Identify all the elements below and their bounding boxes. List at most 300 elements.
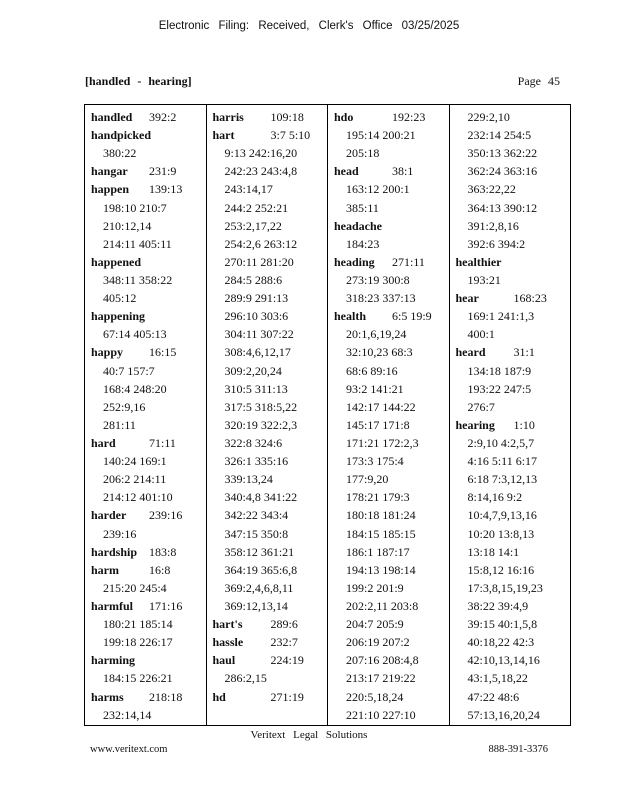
index-line bbox=[91, 579, 206, 597]
index-refs: 16:8 bbox=[149, 562, 171, 577]
index-refs: 68:6 89:16 bbox=[346, 363, 398, 378]
index-line bbox=[456, 434, 571, 452]
index-refs: 320:19 322:2,3 bbox=[224, 417, 298, 432]
index-column-1 bbox=[85, 105, 206, 725]
index-term: happened bbox=[91, 254, 142, 269]
index-refs: 93:2 141:21 bbox=[346, 381, 404, 396]
index-line bbox=[334, 434, 449, 452]
index-refs: 206:2 214:11 bbox=[103, 472, 167, 487]
index-line bbox=[213, 633, 328, 651]
index-refs: 392:2 bbox=[149, 110, 177, 124]
index-line bbox=[91, 289, 206, 307]
index-refs: 195:14 200:21 bbox=[346, 128, 416, 143]
index-line bbox=[334, 525, 449, 543]
index-refs: 232:14,14 bbox=[103, 707, 152, 722]
index-line bbox=[213, 289, 328, 307]
index-refs: 242:23 243:4,8 bbox=[224, 164, 298, 179]
index-line bbox=[334, 343, 449, 361]
index-line bbox=[334, 126, 449, 144]
index-line bbox=[213, 126, 328, 144]
index-refs: 43:1,5,18,22 bbox=[467, 671, 528, 686]
index-term: handled bbox=[91, 110, 133, 124]
index-line bbox=[91, 470, 206, 488]
index-line bbox=[456, 651, 571, 669]
index-refs: 184:15 185:15 bbox=[346, 526, 416, 541]
index-line bbox=[456, 615, 571, 633]
index-term: healthier bbox=[455, 254, 502, 269]
index-refs: 2:9,10 4:2,5,7 bbox=[467, 435, 535, 450]
index-line bbox=[456, 561, 571, 579]
index-line bbox=[456, 706, 571, 724]
index-refs: 193:22 247:5 bbox=[467, 381, 532, 396]
index-refs: 281:11 bbox=[103, 417, 136, 432]
index-refs: 358:12 361:21 bbox=[224, 544, 295, 559]
index-refs: 239:16 bbox=[103, 526, 137, 541]
index-line bbox=[213, 380, 328, 398]
index-line bbox=[334, 669, 449, 687]
index-term: health bbox=[334, 309, 367, 324]
index-line bbox=[334, 235, 449, 253]
index-refs: 109:18 bbox=[270, 110, 304, 124]
index-refs: 392:6 394:2 bbox=[467, 236, 526, 251]
index-refs: 9:13 242:16,20 bbox=[224, 146, 298, 161]
index-line bbox=[334, 380, 449, 398]
index-refs: 364:19 365:6,8 bbox=[224, 562, 298, 577]
index-line bbox=[213, 144, 328, 162]
index-refs: 215:20 245:4 bbox=[103, 580, 167, 595]
index-line bbox=[213, 362, 328, 380]
index-term: happy bbox=[91, 345, 124, 360]
index-line bbox=[456, 180, 571, 198]
index-column-2 bbox=[206, 105, 328, 725]
index-refs: 369:12,13,14 bbox=[224, 598, 288, 613]
index-refs: 362:24 363:16 bbox=[467, 164, 538, 179]
index-line bbox=[456, 688, 571, 706]
index-refs: 57:13,16,20,24 bbox=[467, 707, 540, 722]
index-line bbox=[213, 307, 328, 325]
index-refs: 296:10 303:6 bbox=[224, 309, 289, 324]
index-line bbox=[456, 253, 571, 271]
index-line bbox=[91, 434, 206, 452]
index-line bbox=[213, 398, 328, 416]
index-refs: 194:13 198:14 bbox=[346, 562, 416, 577]
index-line bbox=[456, 199, 571, 217]
index-refs: 198:10 210:7 bbox=[103, 200, 167, 215]
index-refs: 202:2,11 203:8 bbox=[346, 598, 419, 613]
index-refs: 8:14,16 9:2 bbox=[467, 490, 523, 505]
index-term: harm bbox=[91, 562, 119, 577]
index-line bbox=[213, 688, 328, 706]
index-refs: 232:7 bbox=[270, 635, 298, 650]
index-refs: 199:18 226:17 bbox=[103, 635, 173, 650]
index-line bbox=[213, 651, 328, 669]
index-line bbox=[213, 253, 328, 271]
index-refs: 40:18,22 42:3 bbox=[467, 635, 535, 650]
index-line bbox=[334, 561, 449, 579]
index-line bbox=[456, 416, 571, 434]
index-line bbox=[91, 488, 206, 506]
index-line bbox=[334, 597, 449, 615]
index-line bbox=[91, 651, 206, 669]
index-line bbox=[91, 235, 206, 253]
index-refs: 400:1 bbox=[467, 327, 495, 342]
page-number: Page 45 bbox=[517, 74, 560, 88]
index-line bbox=[91, 343, 206, 361]
index-line bbox=[91, 416, 206, 434]
index-refs: 214:12 401:10 bbox=[103, 490, 173, 505]
index-refs: 3:7 5:10 bbox=[270, 128, 311, 143]
index-refs: 38:22 39:4,9 bbox=[467, 598, 529, 613]
index-refs: 284:5 288:6 bbox=[224, 272, 283, 287]
index-line bbox=[456, 398, 571, 416]
index-refs: 270:11 281:20 bbox=[224, 254, 294, 269]
index-refs: 206:19 207:2 bbox=[346, 635, 410, 650]
index-line bbox=[334, 543, 449, 561]
index-refs: 42:10,13,14,16 bbox=[467, 653, 540, 668]
index-line bbox=[334, 488, 449, 506]
index-refs: 213:17 219:22 bbox=[346, 671, 416, 686]
index-refs: 17:3,8,15,19,23 bbox=[467, 580, 543, 595]
footer-phone: 888-391-3376 bbox=[488, 744, 548, 755]
index-line bbox=[456, 362, 571, 380]
index-line bbox=[334, 688, 449, 706]
index-refs: 183:8 bbox=[149, 544, 177, 559]
index-refs: 171:21 172:2,3 bbox=[346, 435, 419, 450]
index-refs: 40:7 157:7 bbox=[103, 363, 155, 378]
index-line bbox=[91, 144, 206, 162]
index-refs: 220:5,18,24 bbox=[346, 689, 404, 704]
index-line bbox=[456, 343, 571, 361]
index-line bbox=[91, 688, 206, 706]
index-line bbox=[456, 126, 571, 144]
index-term: hear bbox=[455, 291, 479, 306]
index-line bbox=[456, 162, 571, 180]
index-term: harder bbox=[91, 508, 127, 523]
index-refs: 1:10 bbox=[513, 417, 535, 432]
index-refs: 145:17 171:8 bbox=[346, 417, 410, 432]
index-refs: 254:2,6 263:12 bbox=[224, 236, 298, 251]
index-refs: 364:13 390:12 bbox=[467, 200, 538, 215]
index-line bbox=[213, 416, 328, 434]
index-refs: 286:2,15 bbox=[224, 671, 267, 686]
index-line bbox=[91, 380, 206, 398]
index-line bbox=[91, 307, 206, 325]
index-line bbox=[456, 525, 571, 543]
index-refs: 199:2 201:9 bbox=[346, 580, 404, 595]
index-line bbox=[91, 108, 206, 126]
index-term: harmful bbox=[91, 598, 133, 613]
index-refs: 163:12 200:1 bbox=[346, 182, 410, 197]
index-line bbox=[213, 217, 328, 235]
index-refs: 205:18 bbox=[346, 146, 380, 161]
index-line bbox=[213, 271, 328, 289]
index-refs: 271:19 bbox=[270, 689, 304, 704]
index-line bbox=[91, 561, 206, 579]
index-refs: 204:7 205:9 bbox=[346, 617, 404, 632]
index-refs: 289:6 bbox=[270, 617, 298, 632]
index-line bbox=[334, 289, 449, 307]
index-refs: 178:21 179:3 bbox=[346, 490, 410, 505]
index-line bbox=[334, 180, 449, 198]
index-line bbox=[456, 144, 571, 162]
index-term: happening bbox=[91, 309, 146, 324]
index-refs: 207:16 208:4,8 bbox=[346, 653, 419, 668]
index-term: headache bbox=[334, 218, 382, 233]
index-refs: 380:22 bbox=[103, 146, 137, 161]
index-line bbox=[91, 543, 206, 561]
index-refs: 340:4,8 341:22 bbox=[224, 490, 298, 505]
index-line bbox=[91, 126, 206, 144]
index-line bbox=[456, 470, 571, 488]
index-term: harms bbox=[91, 689, 124, 704]
index-line bbox=[91, 506, 206, 524]
index-line bbox=[91, 199, 206, 217]
index-line bbox=[334, 470, 449, 488]
index-line bbox=[456, 488, 571, 506]
index-refs: 4:16 5:11 6:17 bbox=[467, 454, 538, 469]
index-term: hdo bbox=[334, 110, 354, 124]
index-line bbox=[213, 108, 328, 126]
index-refs: 273:19 300:8 bbox=[346, 272, 410, 287]
index-line bbox=[213, 199, 328, 217]
index-refs: 271:11 bbox=[392, 254, 425, 269]
index-refs: 39:15 40:1,5,8 bbox=[467, 617, 538, 632]
index-line bbox=[456, 380, 571, 398]
index-line bbox=[456, 108, 571, 126]
index-refs: 168:23 bbox=[513, 291, 547, 306]
index-refs: 10:4,7,9,13,16 bbox=[467, 508, 537, 523]
index-line bbox=[91, 253, 206, 271]
index-line bbox=[213, 343, 328, 361]
index-refs: 326:1 335:16 bbox=[224, 454, 289, 469]
index-line bbox=[213, 180, 328, 198]
index-refs: 140:24 169:1 bbox=[103, 454, 167, 469]
index-line bbox=[213, 162, 328, 180]
index-refs: 232:14 254:5 bbox=[467, 128, 532, 143]
index-term: hearing bbox=[455, 417, 495, 432]
index-refs: 20:1,6,19,24 bbox=[346, 327, 407, 342]
index-refs: 67:14 405:13 bbox=[103, 327, 167, 342]
index-line bbox=[334, 253, 449, 271]
index-refs: 317:5 318:5,22 bbox=[224, 399, 298, 414]
index-line bbox=[213, 470, 328, 488]
index-refs: 342:22 343:4 bbox=[224, 508, 289, 523]
index-term: harming bbox=[91, 653, 136, 668]
index-line bbox=[213, 597, 328, 615]
index-line bbox=[334, 217, 449, 235]
index-term: hart's bbox=[212, 617, 243, 632]
index-term: happen bbox=[91, 182, 130, 197]
index-line bbox=[456, 543, 571, 561]
index-refs: 221:10 227:10 bbox=[346, 707, 416, 722]
index-term: hardship bbox=[91, 544, 138, 559]
index-line bbox=[213, 506, 328, 524]
index-line bbox=[213, 669, 328, 687]
index-refs: 168:4 248:20 bbox=[103, 381, 167, 396]
index-line bbox=[334, 108, 449, 126]
footer-website: www.veritext.com bbox=[90, 744, 168, 755]
word-index-table bbox=[84, 104, 571, 726]
index-line bbox=[334, 307, 449, 325]
index-refs: 243:14,17 bbox=[224, 182, 273, 197]
index-line bbox=[456, 597, 571, 615]
index-refs: 350:13 362:22 bbox=[467, 146, 538, 161]
index-line bbox=[334, 271, 449, 289]
index-term: hard bbox=[91, 435, 116, 450]
index-line bbox=[91, 217, 206, 235]
index-refs: 391:2,8,16 bbox=[467, 218, 519, 233]
index-line bbox=[456, 579, 571, 597]
index-refs: 304:11 307:22 bbox=[224, 327, 294, 342]
index-refs: 31:1 bbox=[513, 345, 535, 360]
filing-stamp-header: Electronic Filing: Received, Clerk's Office 03/25/2025 bbox=[158, 20, 460, 32]
index-refs: 405:12 bbox=[103, 291, 137, 306]
index-line bbox=[213, 452, 328, 470]
index-refs: 385:11 bbox=[346, 200, 379, 215]
index-line bbox=[456, 325, 571, 343]
index-refs: 139:13 bbox=[149, 182, 183, 197]
index-range: [handled - hearing] bbox=[85, 74, 192, 88]
index-line bbox=[213, 579, 328, 597]
index-refs: 253:2,17,22 bbox=[224, 218, 282, 233]
index-line bbox=[456, 669, 571, 687]
index-line bbox=[456, 271, 571, 289]
index-line bbox=[334, 416, 449, 434]
index-refs: 142:17 144:22 bbox=[346, 399, 416, 414]
index-term: hd bbox=[212, 689, 226, 704]
index-line bbox=[91, 362, 206, 380]
index-line bbox=[213, 434, 328, 452]
index-refs: 16:15 bbox=[149, 345, 177, 360]
index-refs: 192:23 bbox=[392, 110, 426, 124]
index-line bbox=[334, 579, 449, 597]
index-term: heading bbox=[334, 254, 375, 269]
index-line bbox=[334, 144, 449, 162]
index-refs: 173:3 175:4 bbox=[346, 454, 404, 469]
index-line bbox=[91, 669, 206, 687]
index-refs: 169:1 241:1,3 bbox=[467, 309, 535, 324]
index-line bbox=[91, 271, 206, 289]
index-refs: 180:18 181:24 bbox=[346, 508, 416, 523]
index-line bbox=[213, 615, 328, 633]
index-refs: 171:16 bbox=[149, 598, 183, 613]
index-line bbox=[91, 525, 206, 543]
index-line bbox=[91, 162, 206, 180]
index-term: hart bbox=[212, 128, 235, 143]
index-refs: 244:2 252:21 bbox=[224, 200, 289, 215]
index-refs: 47:22 48:6 bbox=[467, 689, 520, 704]
index-line bbox=[334, 398, 449, 416]
index-term: heard bbox=[455, 345, 486, 360]
index-refs: 347:15 350:8 bbox=[224, 526, 289, 541]
index-line bbox=[91, 325, 206, 343]
index-refs: 71:11 bbox=[149, 435, 176, 450]
index-refs: 289:9 291:13 bbox=[224, 291, 289, 306]
index-refs: 224:19 bbox=[270, 653, 304, 668]
index-line bbox=[91, 452, 206, 470]
index-line bbox=[334, 325, 449, 343]
index-refs: 339:13,24 bbox=[224, 472, 273, 487]
index-refs: 15:8,12 16:16 bbox=[467, 562, 535, 577]
index-line bbox=[456, 289, 571, 307]
index-line bbox=[213, 525, 328, 543]
index-column-4 bbox=[449, 105, 571, 725]
index-line bbox=[334, 651, 449, 669]
index-line bbox=[334, 199, 449, 217]
index-line bbox=[456, 506, 571, 524]
index-line bbox=[334, 162, 449, 180]
index-line bbox=[456, 307, 571, 325]
index-refs: 177:9,20 bbox=[346, 472, 389, 487]
index-refs: 214:11 405:11 bbox=[103, 236, 172, 251]
index-term: hangar bbox=[91, 164, 128, 179]
index-refs: 229:2,10 bbox=[467, 110, 510, 124]
index-line bbox=[91, 706, 206, 724]
index-line bbox=[91, 615, 206, 633]
index-refs: 252:9,16 bbox=[103, 399, 146, 414]
index-term: haul bbox=[212, 653, 236, 668]
index-refs: 13:18 14:1 bbox=[467, 544, 520, 559]
index-line bbox=[334, 633, 449, 651]
index-line bbox=[334, 362, 449, 380]
index-refs: 10:20 13:8,13 bbox=[467, 526, 535, 541]
index-term: harris bbox=[212, 110, 244, 124]
index-line bbox=[334, 452, 449, 470]
index-refs: 322:8 324:6 bbox=[224, 435, 283, 450]
index-refs: 134:18 187:9 bbox=[467, 363, 532, 378]
index-refs: 318:23 337:13 bbox=[346, 291, 416, 306]
index-line bbox=[91, 398, 206, 416]
index-refs: 308:4,6,12,17 bbox=[224, 345, 291, 360]
index-refs: 309:2,20,24 bbox=[224, 363, 282, 378]
index-line bbox=[334, 706, 449, 724]
index-refs: 231:9 bbox=[149, 164, 177, 179]
index-refs: 210:12,14 bbox=[103, 218, 152, 233]
index-refs: 38:1 bbox=[392, 164, 414, 179]
index-refs: 6:18 7:3,12,13 bbox=[467, 472, 538, 487]
index-refs: 184:15 226:21 bbox=[103, 671, 173, 686]
index-line bbox=[213, 488, 328, 506]
index-refs: 180:21 185:14 bbox=[103, 617, 173, 632]
index-line bbox=[456, 235, 571, 253]
index-line bbox=[213, 325, 328, 343]
index-line bbox=[334, 615, 449, 633]
index-line bbox=[91, 633, 206, 651]
index-line bbox=[456, 452, 571, 470]
index-refs: 184:23 bbox=[346, 236, 380, 251]
index-refs: 32:10,23 68:3 bbox=[346, 345, 413, 360]
index-term: head bbox=[334, 164, 359, 179]
index-line bbox=[91, 180, 206, 198]
index-line bbox=[213, 561, 328, 579]
index-line bbox=[456, 217, 571, 235]
index-term: hassle bbox=[212, 635, 244, 650]
index-line bbox=[456, 633, 571, 651]
index-line bbox=[91, 597, 206, 615]
footer-company: Veritext Legal Solutions bbox=[250, 729, 368, 741]
index-refs: 218:18 bbox=[149, 689, 183, 704]
index-refs: 6:5 19:9 bbox=[392, 309, 432, 324]
index-refs: 348:11 358:22 bbox=[103, 272, 173, 287]
index-refs: 310:5 311:13 bbox=[224, 381, 288, 396]
index-line bbox=[213, 543, 328, 561]
index-refs: 369:2,4,6,8,11 bbox=[224, 580, 294, 595]
index-line bbox=[334, 506, 449, 524]
index-refs: 239:16 bbox=[149, 508, 183, 523]
index-refs: 193:21 bbox=[467, 272, 501, 287]
index-refs: 363:22,22 bbox=[467, 182, 516, 197]
index-line bbox=[213, 235, 328, 253]
